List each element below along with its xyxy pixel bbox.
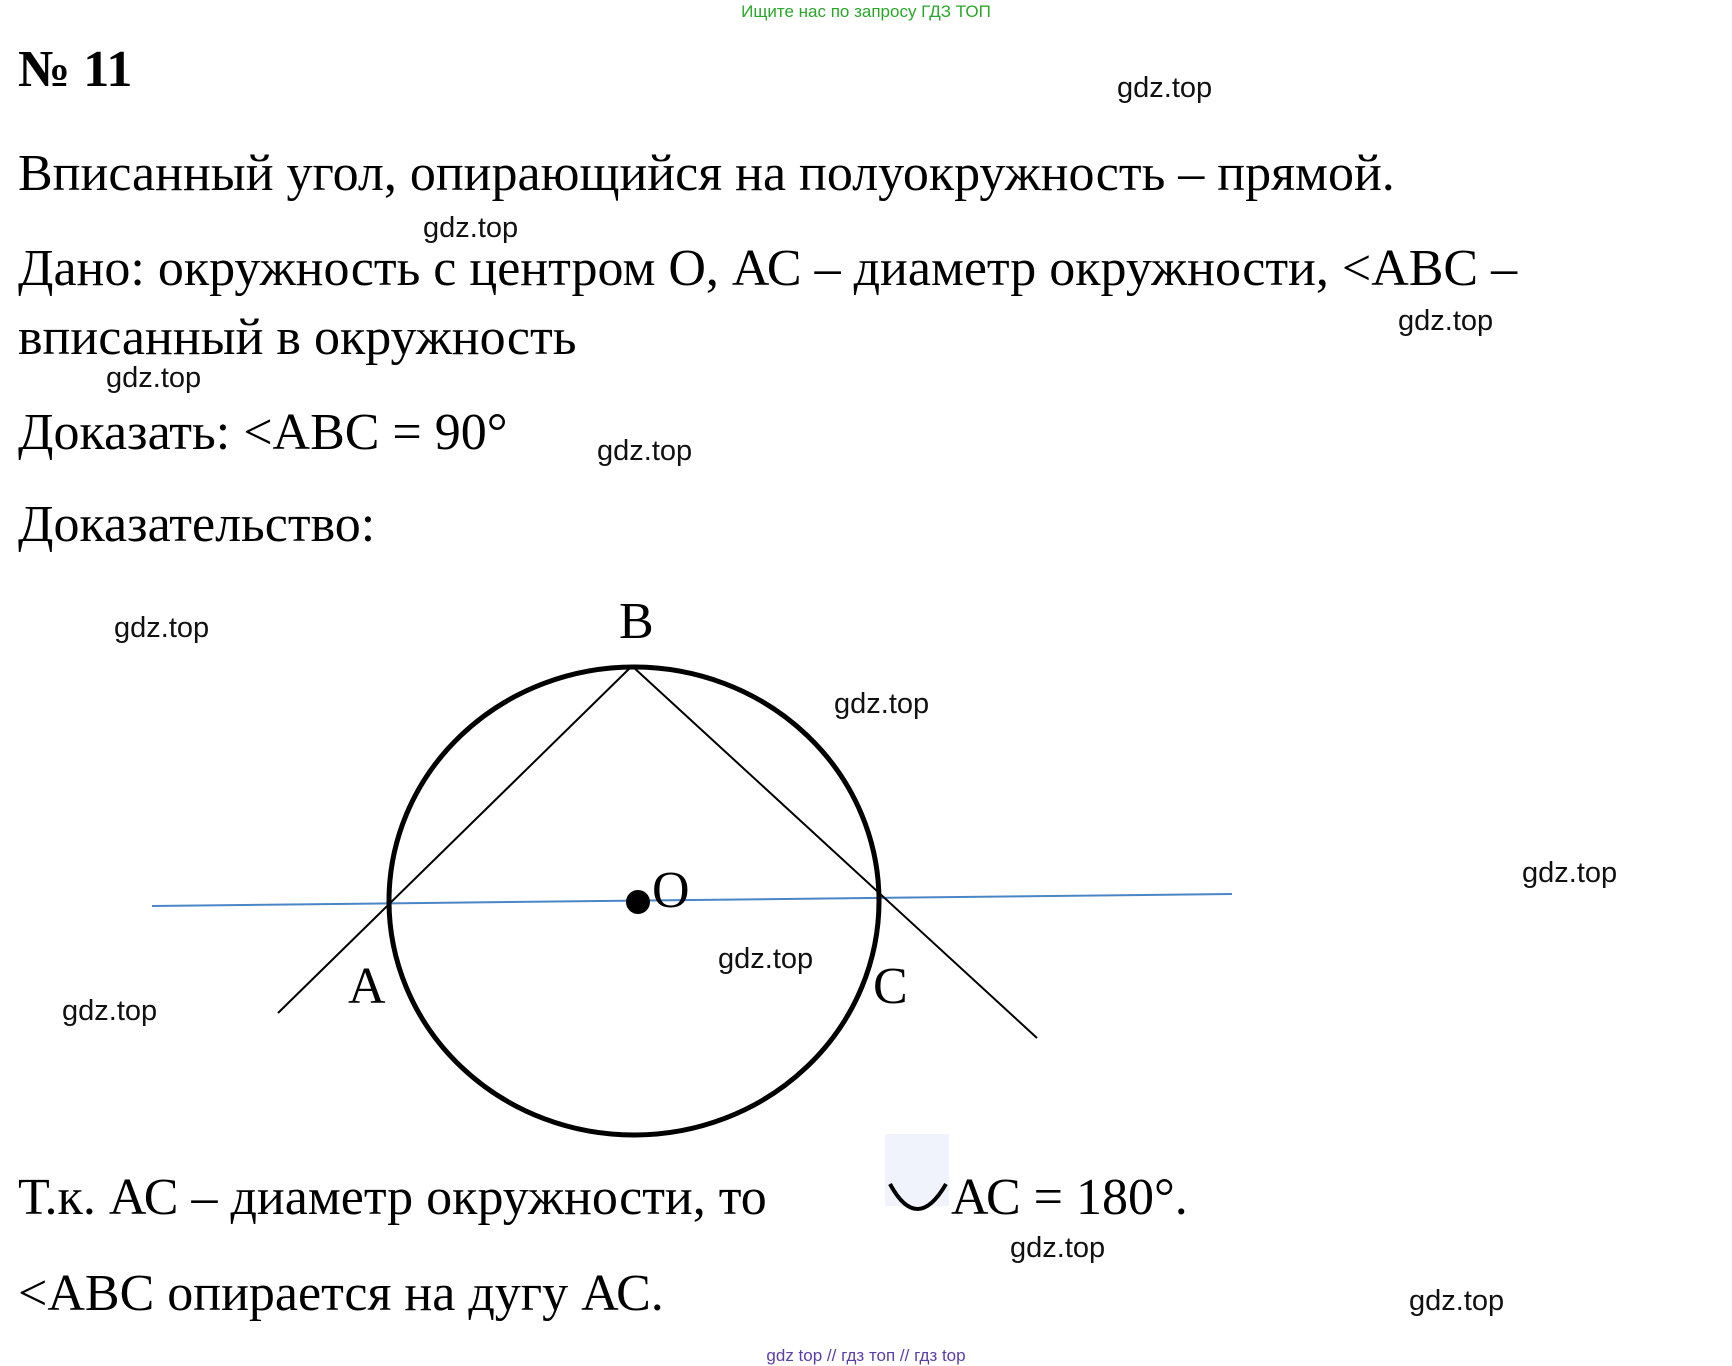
watermark: gdz.top xyxy=(1117,72,1213,104)
diameter-line xyxy=(152,894,1232,906)
watermark: gdz.top xyxy=(114,612,210,644)
label-c: C xyxy=(873,958,908,1015)
proof-line-1: Т.к. АС – диаметр окружности, то xyxy=(18,1169,767,1226)
watermark: gdz.top xyxy=(834,688,930,720)
center-point xyxy=(626,890,650,914)
chord-bc-line xyxy=(632,666,1037,1038)
watermark: gdz.top xyxy=(597,435,693,467)
watermark: gdz.top xyxy=(1522,857,1618,889)
watermark: gdz.top xyxy=(106,362,202,394)
given-line-2: вписанный в окружность xyxy=(18,309,577,366)
chord-ab-line xyxy=(278,666,632,1013)
given-line-1: Дано: окружность с центром О, АС – диаметр окружности, <АВС – xyxy=(18,240,1518,297)
proof-heading: Доказательство: xyxy=(18,496,376,553)
watermark: gdz.top xyxy=(718,943,814,975)
watermark: gdz.top xyxy=(1398,305,1494,337)
proof-line-1-arc-value: АС = 180°. xyxy=(951,1169,1188,1226)
arc-icon xyxy=(880,1170,954,1230)
watermark: gdz.top xyxy=(62,995,158,1027)
task-number: № 11 xyxy=(18,41,133,98)
watermark: gdz.top xyxy=(1409,1285,1505,1317)
footer: gdz top // гдз топ // гдз top xyxy=(766,1346,966,1365)
top-banner: Ищите нас по запросу ГДЗ ТОП xyxy=(741,2,991,21)
watermark: gdz.top xyxy=(1010,1232,1106,1264)
theorem-statement: Вписанный угол, опирающийся на полуокружность – прямой. xyxy=(18,145,1395,202)
watermark: gdz.top xyxy=(423,212,519,244)
label-a: A xyxy=(348,958,386,1015)
label-b: B xyxy=(619,593,654,650)
proof-line-2: <АВС опирается на дугу АС. xyxy=(18,1265,664,1322)
label-o: O xyxy=(652,862,690,919)
prove-line: Доказать: <АВС = 90° xyxy=(18,404,508,461)
